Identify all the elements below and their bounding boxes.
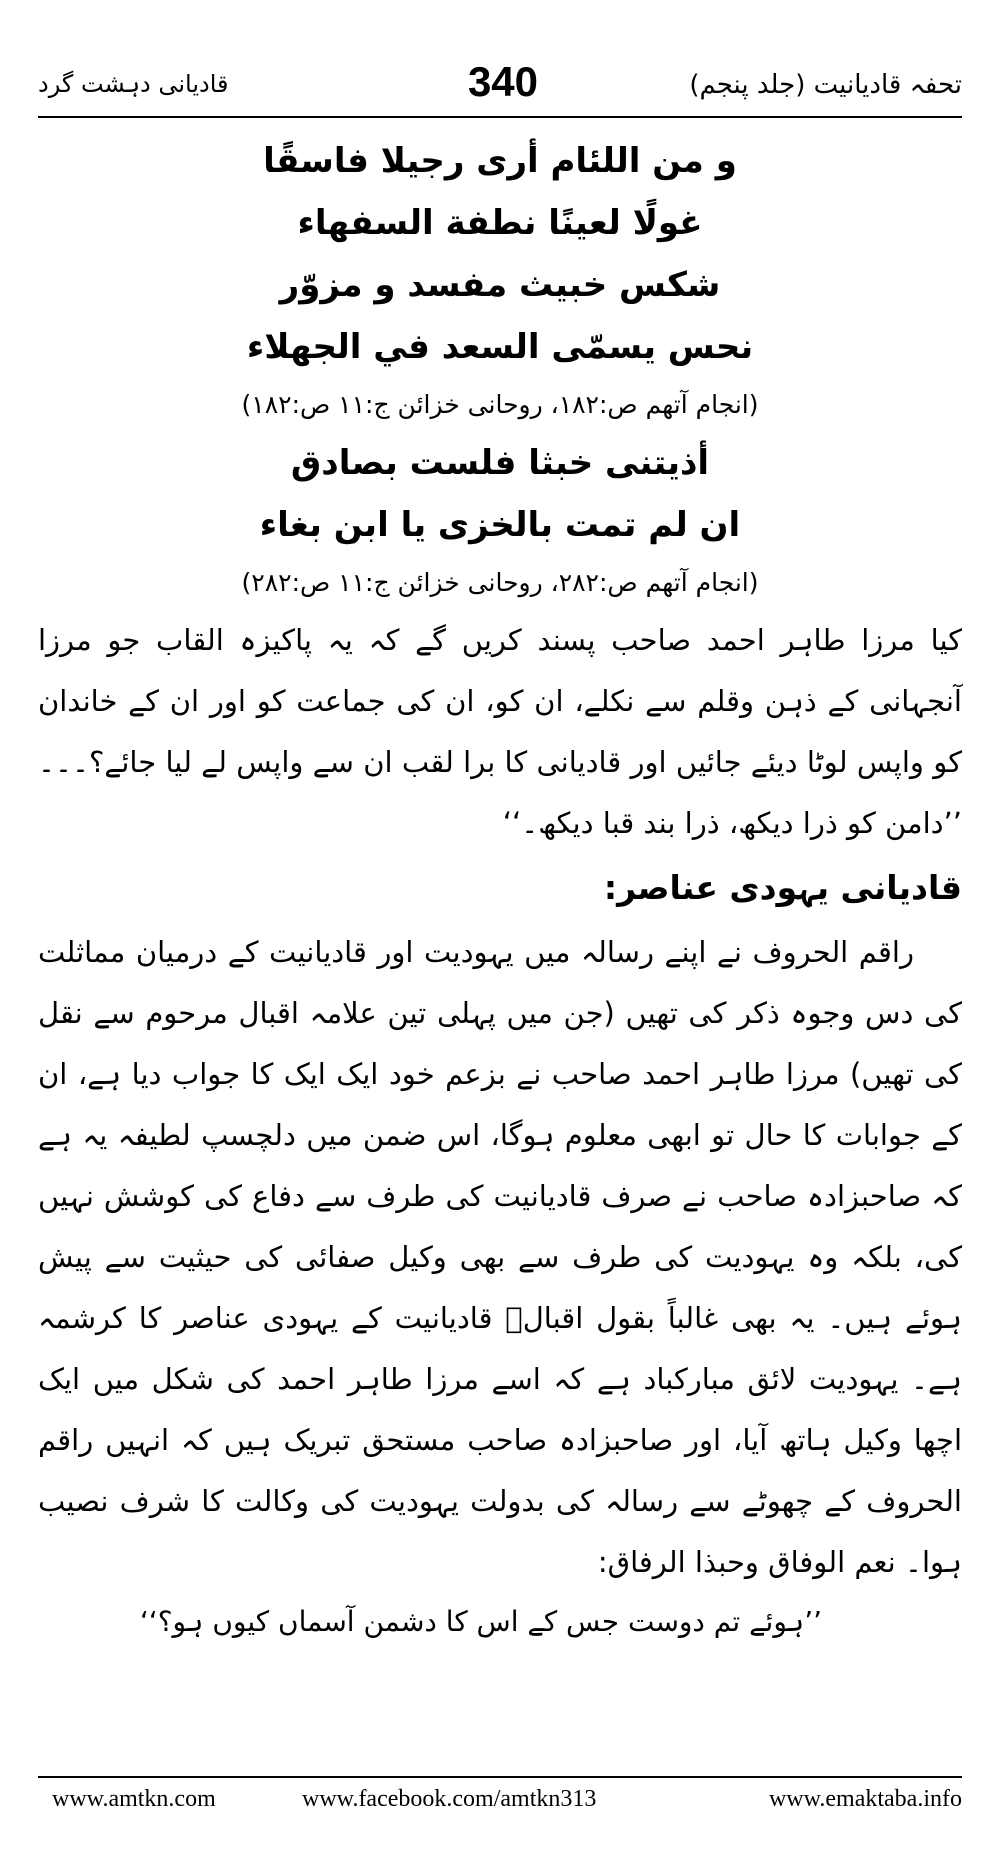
citation-2: (انجام آتھم ص:۲۸۲، روحانی خزائن ج:۱۱ ص:۲۸۲): [241, 568, 759, 597]
verse-line: نحس يسمّى السعد في الجهلاء: [246, 327, 754, 367]
verse-line: غولًا لعينًا نطفة السفهاء: [297, 203, 703, 243]
arabic-verses-1: [38, 130, 962, 378]
verse-line: ان لم تمت بالخزى يا ابن بغاء: [259, 505, 741, 545]
verse-line: شكس خبيث مفسد و مزوّر: [279, 265, 721, 305]
closing-verse: ’’ہوئے تم دوست جس کے اس کا دشمن آسماں کیوں ہو؟‘‘: [139, 1605, 822, 1638]
verse-line: أذيتنى خبثا فلست بصادق: [290, 443, 710, 483]
footer-link-amtkn[interactable]: www.amtkn.com: [52, 1786, 216, 1812]
section-title: قادیانی دہشت گرد: [38, 70, 229, 98]
footer-link-emaktaba[interactable]: www.emaktaba.info: [768, 1786, 962, 1812]
citation-1: (انجام آتھم ص:۱۸۲، روحانی خزائن ج:۱۱ ص:۱۸۲): [241, 390, 759, 419]
page-body: [38, 130, 962, 1651]
arabic-verses-2: [38, 432, 962, 556]
page-footer: [38, 1786, 962, 1826]
book-title: تحفہ قادیانیت (جلد پنجم): [689, 70, 962, 100]
footer-link-facebook[interactable]: www.facebook.com/amtkn313: [302, 1786, 597, 1812]
page-number: 340: [467, 58, 539, 105]
document-page: [38, 0, 962, 1850]
header-divider: [38, 116, 962, 118]
page-header: [38, 58, 962, 112]
footer-divider: [38, 1776, 962, 1778]
paragraph-1: کیا مرزا طاہر احمد صاحب پسند کریں گے کہ یہ پاکیزہ القاب جو مرزا آنجہانی کے ذہن وقلم سے نکلے، ان کو، ان کی جماعت کو اور ان کے خاندان کو واپس لوٹا دیئے جائیں اور قادیانی کا برا لقب ان سے واپس لے لیا جائے؟۔۔۔ ’’دامن کو ذرا دیکھ، ذرا بند قبا دیکھ۔‘‘: [38, 623, 962, 840]
verse-line: و من اللئام أرى رجيلا فاسقًا: [263, 141, 737, 181]
section-heading: قادیانی یہودی عناصر:: [603, 868, 962, 907]
paragraph-2: راقم الحروف نے اپنے رسالہ میں یہودیت اور قادیانیت کے درمیان مماثلت کی دس وجوہ ذکر کی تھیں (جن میں پہلی تین علامہ اقبال مرحوم سے نقل کی تھیں) مرزا طاہر احمد صاحب نے بزعم خود ایک ایک کا جواب دیا ہے، ان کے جوابات کا حال تو ابھی معلوم ہوگا، اس ضمن میں دلچسپ لطیفہ یہ ہے کہ صاحبزادہ صاحب نے صرف قادیانیت کی طرف سے دفاع کی کوشش نہیں کی، بلکہ وہ یہودیت کی طرف سے بھی وکیل صفائی کی حیثیت سے پیش ہوئے ہیں۔ یہ بھی غالباً بقول اقبالؒ قادیانیت کے یہودی عناصر کا کرشمہ ہے۔ یہودیت لائق مبارکباد ہے کہ اسے مرزا طاہر احمد کی شکل میں ایک اچھا وکیل ہاتھ آیا، اور صاحبزادہ صاحب مستحق تبریک ہیں کہ انہیں راقم الحروف کے چھوٹے سے رسالہ کی بدولت یہودیت کی وکالت کا شرف نصیب ہوا۔ نعم الوفاق وحبذا الرفاق:: [38, 935, 962, 1579]
